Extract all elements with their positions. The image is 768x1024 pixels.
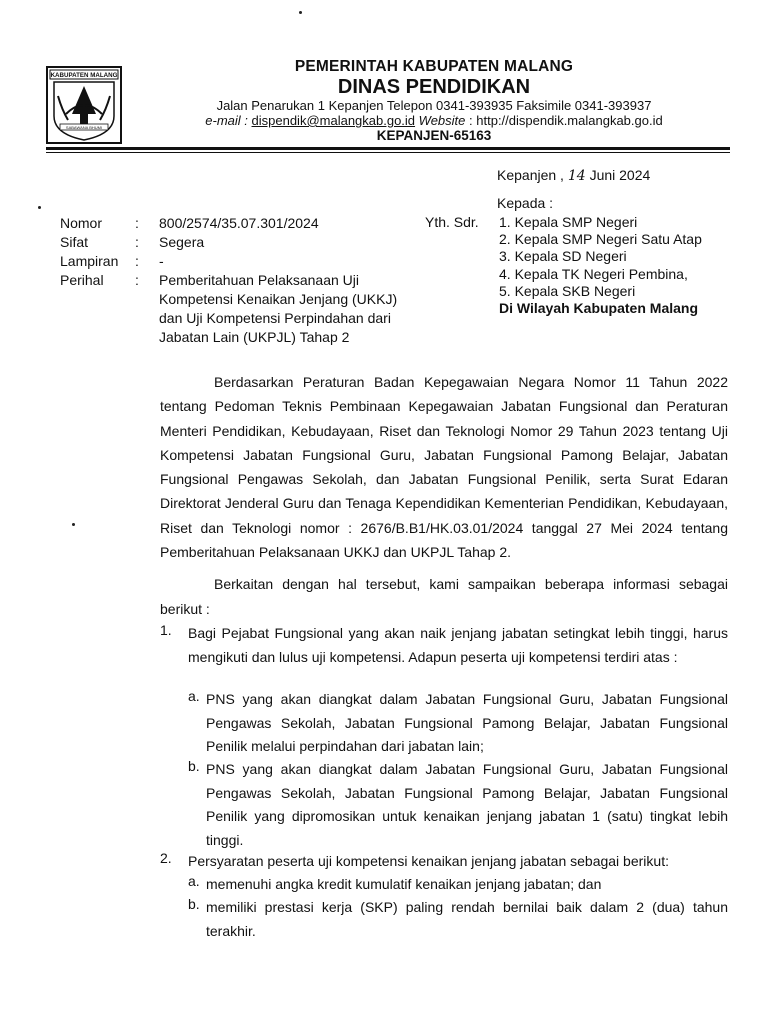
email-label: e-mail : (205, 113, 248, 128)
meta-colon: : (135, 215, 139, 231)
meta-row-nomor (60, 214, 409, 233)
item-text: Bagi Pejabat Fungsional yang akan naik jenjang jabatan setingkat lebih tinggi, harus mengikuti dan lulus uji kompetensi. Adapun peserta uji kompetensi terdiri atas : (188, 625, 728, 665)
government-name: PEMERINTAH KABUPATEN MALANG (294, 58, 574, 75)
logo-motto-text: SABAWANA BHUMI (65, 125, 103, 130)
meta-colon: : (135, 234, 139, 250)
website-link[interactable]: : http://dispendik.malangkab.go.id (469, 113, 663, 128)
scan-speck (72, 523, 75, 526)
subitem-text: memiliki prestasi kerja (SKP) paling rendah bernilai baik dalam 2 (dua) tahun terakhir. (206, 899, 728, 939)
item-number: 1. (160, 622, 172, 638)
agency-name: DINAS PENDIDIKAN (337, 76, 531, 98)
website-label: Website (418, 113, 466, 128)
meta-colon: : (135, 253, 139, 269)
scan-speck (38, 206, 41, 209)
subitem-label: a. (188, 873, 200, 889)
kepada-label: Kepada : (497, 195, 554, 211)
recipient-region: Di Wilayah Kabupaten Malang (499, 300, 699, 317)
recipient-item: 2. Kepala SMP Negeri Satu Atap (499, 231, 702, 248)
agency-contact (0, 113, 768, 128)
letter-body (160, 370, 728, 621)
meta-row-sifat (60, 233, 409, 252)
meta-row-perihal (60, 271, 409, 347)
meta-colon: : (135, 272, 139, 288)
meta-key: Sifat (60, 234, 89, 250)
date-place: Kepanjen , (497, 167, 564, 183)
subitem-text: PNS yang akan diangkat dalam Jabatan Fungsional Guru, Jabatan Fungsional Pengawas Sekolah, Jabatan Fungsional Pamong Belajar, Jabatan Fungsional Penilik melalui perpindahan dari jabatan lain; (206, 691, 728, 754)
date-day: 14 (567, 168, 586, 184)
recipient-list (499, 214, 702, 317)
subitem-label: b. (188, 758, 200, 774)
meta-key: Lampiran (60, 253, 119, 269)
subitem-label: b. (188, 896, 200, 912)
agency-city: KEPANJEN-65163 (376, 128, 492, 143)
meta-value: Pemberitahuan Pelaksanaan Uji Kompetensi Kenaikan Jenjang (UKKJ) dan Uji Kompetensi Perpindahan dari Jabatan Lain (UKPJL) Tahap 2 (159, 272, 398, 345)
item-number: 2. (160, 850, 172, 866)
logo-label-text: KABUPATEN MALANG (50, 72, 118, 79)
subitem-text: PNS yang akan diangkat dalam Jabatan Fungsional Guru, Jabatan Fungsional Pengawas Sekolah, Jabatan Fungsional Pamong Belajar, Jabatan Fungsional Penilik yang dipromosikan untuk kenaikan jenjang jabatan 1 (satu) tingkat lebih tinggi. (206, 761, 728, 848)
meta-value: Segera (159, 234, 205, 250)
meta-value: 800/2574/35.07.301/2024 (159, 215, 319, 231)
meta-row-lampiran (60, 252, 409, 271)
recipient-item: 1. Kepala SMP Negeri (499, 214, 638, 230)
meta-value: - (159, 253, 164, 269)
letterhead-rule-thin (46, 152, 730, 153)
meta-key: Nomor (60, 215, 103, 231)
meta-key: Perihal (60, 272, 104, 288)
body-paragraph-2: Berkaitan dengan hal tersebut, kami sampaikan beberapa informasi sebagai berikut : (160, 576, 728, 617)
scan-speck (299, 11, 302, 14)
recipient-item: 3. Kepala SD Negeri (499, 248, 627, 265)
letter-date (497, 167, 650, 184)
recipient-item: 5. Kepala SKB Negeri (499, 282, 636, 299)
subitem-text: memenuhi angka kredit kumulatif kenaikan jenjang jabatan; dan (206, 876, 602, 892)
letter-meta (60, 214, 409, 347)
agency-address: Jalan Penarukan 1 Kepanjen Telepon 0341-393935 Faksimile 0341-393937 (216, 98, 652, 113)
body-paragraph-1: Berdasarkan Peraturan Badan Kepegawaian Negara Nomor 11 Tahun 2022 tentang Pedoman Teknis Pembinaan Kepegawaian Jabatan Fungsional dan Peraturan Menteri Pendidikan, Kebudayaan, Riset dan Teknologi Nomor 29 Tahun 2023 tentang Uji Kompetensi Jabatan Fungsional Guru, Jabatan Fungsional Pamong Belajar, Jabatan Fungsional Pengawas Sekolah, dan Jabatan Fungsional Penilik, serta Surat Edaran Direktorat Jenderal Guru dan Tenaga Kependidikan Kementerian Pendidikan, Kebudayaan, Riset dan Teknologi nomor : 2676/B.B1/HK.03.01/2024 tanggal 27 Mei 2024 tentang Pemberitahuan Pelaksanaan UKKJ dan UKPJL Tahap 2. (160, 374, 728, 561)
recipient-item: 4. Kepala TK Negeri Pembina, (499, 265, 688, 282)
email-link[interactable]: dispendik@malangkab.go.id (251, 113, 416, 128)
yth-label: Yth. Sdr. (425, 214, 479, 230)
item-text: Persyaratan peserta uji kompetensi kenaikan jenjang jabatan sebagai berikut: (188, 853, 669, 869)
date-month-year: Juni 2024 (589, 167, 651, 183)
subitem-label: a. (188, 688, 200, 704)
letterhead-rule-thick (46, 147, 730, 150)
